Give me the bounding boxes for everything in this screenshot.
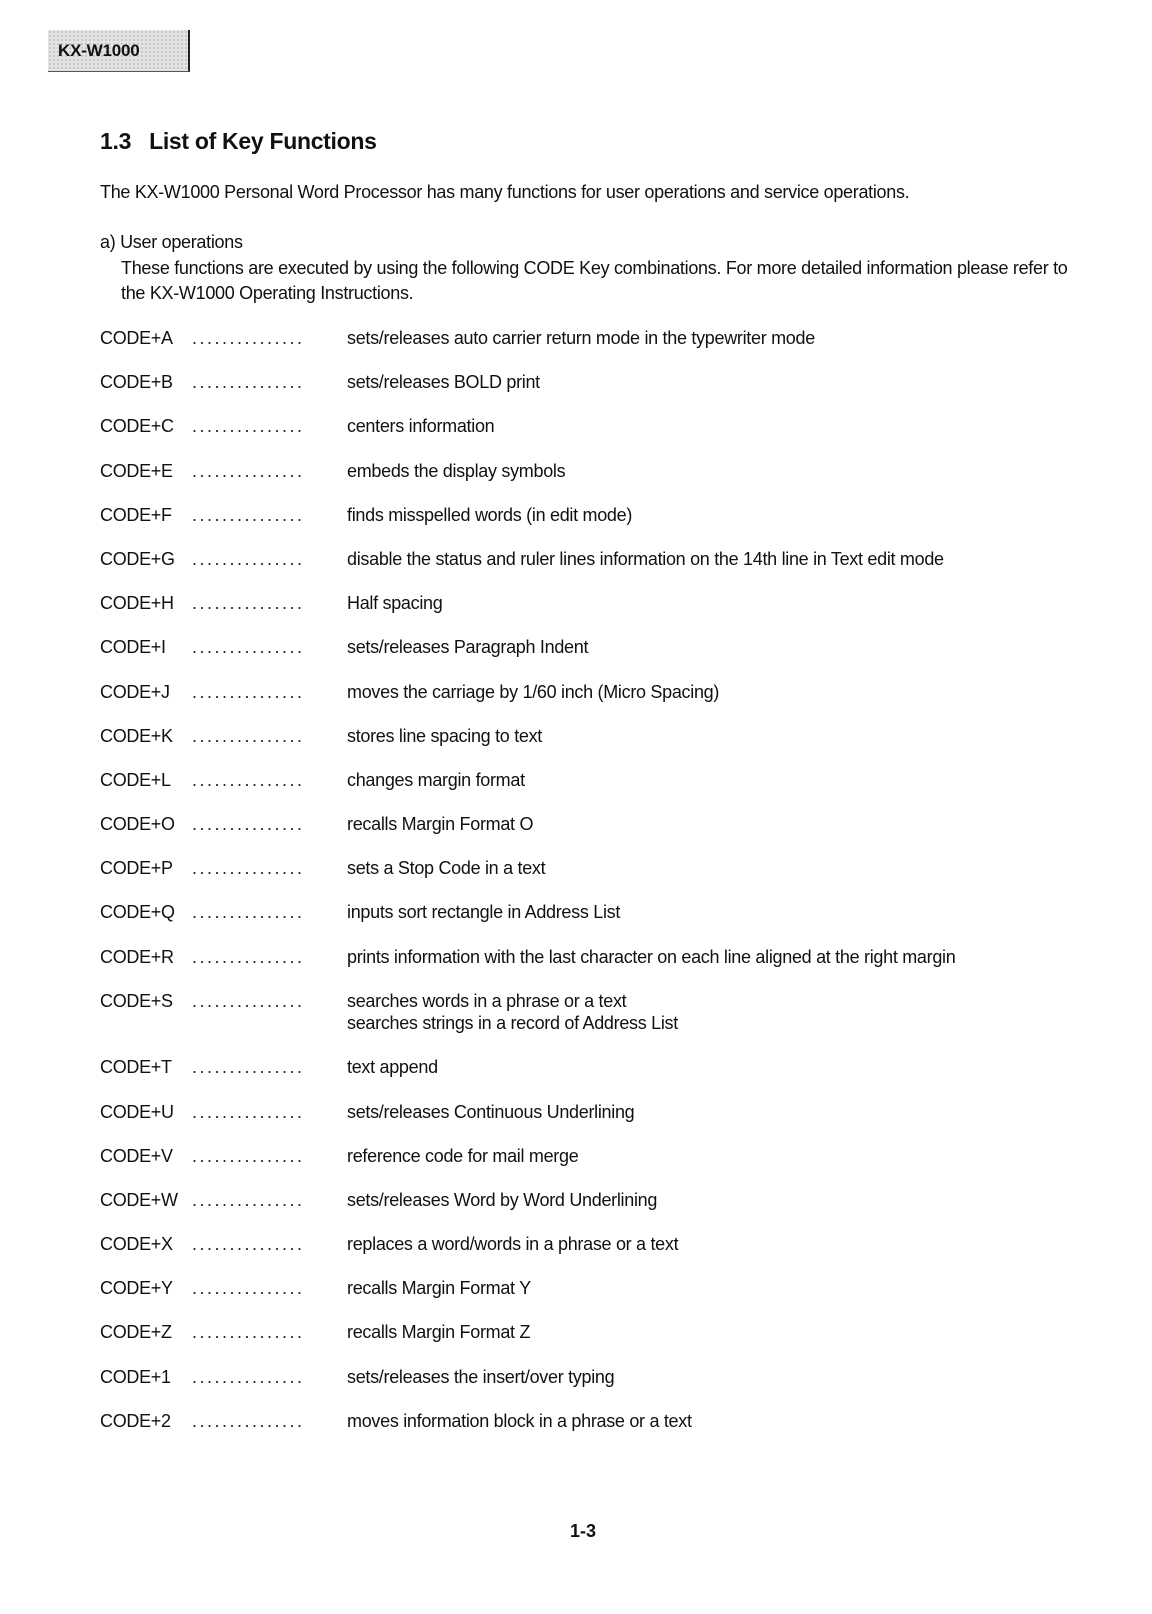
key-combination: CODE+V: [100, 1145, 173, 1166]
key-function-row: [100, 1277, 1100, 1321]
key-function-description: [347, 1145, 1100, 1167]
description-line: centers information: [347, 416, 495, 437]
leader-dots: ...............: [192, 1366, 305, 1387]
description-line: recalls Margin Format O: [347, 814, 534, 835]
key-function-description: [347, 857, 1100, 879]
key-combination: CODE+X: [100, 1234, 173, 1255]
key-function-row: [100, 327, 1100, 371]
leader-dots: ...............: [192, 1322, 305, 1343]
leader-dots: ...............: [192, 1410, 305, 1431]
leader-dots: ...............: [192, 1278, 305, 1299]
key-combination: CODE+O: [100, 814, 175, 835]
leader-dots: ...............: [192, 1101, 305, 1122]
key-function-row: [100, 725, 1100, 769]
key-function-row: [100, 901, 1100, 945]
key-function-description: [347, 681, 1100, 703]
key-combination: CODE+U: [100, 1101, 174, 1122]
key-combination: CODE+1: [100, 1366, 171, 1387]
key-combination: CODE+J: [100, 681, 170, 702]
key-function-row: [100, 504, 1100, 548]
description-line: sets/releases Word by Word Underlining: [347, 1189, 658, 1210]
key-combination: CODE+W: [100, 1189, 178, 1210]
description-line: moves information block in a phrase or a text: [347, 1410, 692, 1431]
description-line: finds misspelled words (in edit mode): [347, 504, 633, 525]
subsection-description: These functions are executed by using the following CODE Key combinations. For more detailed information please refer to the KX-W1000 Operating Instructions.: [121, 258, 1068, 303]
key-function-row: [100, 1366, 1100, 1410]
key-function-row: [100, 813, 1100, 857]
leader-dots: ...............: [192, 372, 305, 393]
key-combination: CODE+Z: [100, 1322, 172, 1343]
leader-dots: ...............: [192, 1145, 305, 1166]
key-combination: CODE+G: [100, 548, 175, 569]
description-line: sets/releases Paragraph Indent: [347, 637, 589, 658]
description-line: searches words in a phrase or a text: [347, 990, 627, 1011]
leader-dots: ...............: [192, 990, 305, 1011]
key-combination: CODE+F: [100, 504, 172, 525]
description-line: inputs sort rectangle in Address List: [347, 902, 621, 923]
leader-dots: ...............: [192, 328, 305, 348]
key-function-row: [100, 769, 1100, 813]
key-function-row: [100, 946, 1100, 990]
description-line: sets/releases auto carrier return mode in the typewriter mode: [347, 328, 815, 348]
description-line: sets/releases the insert/over typing: [347, 1366, 615, 1387]
key-function-row: [100, 990, 1100, 1057]
key-function-description: [347, 415, 1100, 437]
leader-dots: ...............: [192, 858, 305, 879]
key-function-row: [100, 460, 1100, 504]
key-function-row: [100, 681, 1100, 725]
key-combination: CODE+Y: [100, 1278, 173, 1299]
leader-dots: ...............: [192, 548, 305, 569]
leader-dots: ...............: [192, 637, 305, 658]
key-function-description: [347, 327, 1100, 349]
key-function-description: [347, 1277, 1100, 1299]
leader-dots: ...............: [192, 1057, 305, 1078]
key-function-row: [100, 1101, 1100, 1145]
leader-dots: ...............: [192, 902, 305, 923]
key-combination: CODE+B: [100, 372, 173, 393]
description-line: reference code for mail merge: [347, 1145, 579, 1166]
description-line: moves the carriage by 1/60 inch (Micro Spacing): [347, 681, 720, 702]
description-line: searches strings in a record of Address List: [347, 1012, 678, 1033]
description-line: disable the status and ruler lines information on the 14th line in Text edit mode: [347, 548, 944, 569]
key-function-description: [347, 592, 1100, 614]
key-function-description: [347, 1189, 1100, 1211]
description-line: sets a Stop Code in a text: [347, 858, 546, 879]
key-function-description: [347, 548, 1100, 570]
key-function-row: [100, 592, 1100, 636]
key-function-description: [347, 636, 1100, 658]
leader-dots: ...............: [192, 946, 305, 967]
section-number: 1.3: [100, 128, 132, 154]
leader-dots: ...............: [192, 725, 305, 746]
leader-dots: ...............: [192, 814, 305, 835]
description-line: sets/releases BOLD print: [347, 372, 540, 393]
key-function-description: [347, 901, 1100, 923]
key-function-description: [347, 813, 1100, 835]
leader-dots: ...............: [192, 1234, 305, 1255]
description-line: text append: [347, 1057, 438, 1078]
key-function-description: [347, 946, 1100, 968]
key-function-description: [347, 1101, 1100, 1123]
key-function-row: [100, 1233, 1100, 1277]
key-function-description: [347, 769, 1100, 791]
key-combination: CODE+K: [100, 725, 173, 746]
key-function-row: [100, 1189, 1100, 1233]
description-line: embeds the display symbols: [347, 460, 566, 481]
key-combination: CODE+A: [100, 328, 173, 348]
key-function-row: [100, 548, 1100, 592]
key-function-description: [347, 990, 1100, 1034]
leader-dots: ...............: [192, 416, 305, 437]
description-line: recalls Margin Format Z: [347, 1322, 531, 1343]
key-combination: CODE+T: [100, 1057, 172, 1078]
leader-dots: ...............: [192, 504, 305, 525]
key-combination: CODE+I: [100, 637, 166, 658]
key-function-row: [100, 1410, 1100, 1454]
key-function-description: [347, 725, 1100, 747]
key-combination: CODE+2: [100, 1410, 171, 1431]
key-function-row: [100, 857, 1100, 901]
key-function-row: [100, 636, 1100, 680]
key-function-description: [347, 504, 1100, 526]
key-combination: CODE+Q: [100, 902, 175, 923]
description-line: stores line spacing to text: [347, 725, 543, 746]
description-line: changes margin format: [347, 769, 525, 790]
key-function-description: [347, 1233, 1100, 1255]
description-line: replaces a word/words in a phrase or a text: [347, 1234, 679, 1255]
model-label-tab: [48, 30, 190, 72]
key-function-description: [347, 1321, 1100, 1343]
description-line: prints information with the last character on each line aligned at the right margin: [347, 946, 956, 967]
leader-dots: ...............: [192, 1189, 305, 1210]
key-combination: CODE+R: [100, 946, 174, 967]
intro-paragraph: The KX-W1000 Personal Word Processor has many functions for user operations and service operations.: [100, 182, 910, 202]
key-combination: CODE+L: [100, 769, 171, 790]
key-combination: CODE+P: [100, 858, 173, 879]
key-function-row: [100, 415, 1100, 459]
leader-dots: ...............: [192, 593, 305, 614]
subsection-heading: a) User operations: [100, 232, 243, 252]
key-combination: CODE+S: [100, 990, 173, 1011]
key-combination: CODE+C: [100, 416, 174, 437]
page-number: 1-3: [569, 1521, 596, 1541]
key-function-description: [347, 460, 1100, 482]
leader-dots: ...............: [192, 681, 305, 702]
section-title-text: List of Key Functions: [149, 128, 377, 154]
key-function-row: [100, 1056, 1100, 1100]
key-function-row: [100, 1321, 1100, 1365]
key-function-description: [347, 1410, 1100, 1432]
description-line: Half spacing: [347, 593, 443, 614]
description-line: recalls Margin Format Y: [347, 1278, 531, 1299]
model-label: KX-W1000: [58, 41, 140, 60]
key-function-description: [347, 371, 1100, 393]
leader-dots: ...............: [192, 460, 305, 481]
key-function-list: [100, 327, 1100, 1454]
key-combination: CODE+E: [100, 460, 173, 481]
leader-dots: ...............: [192, 769, 305, 790]
key-function-row: [100, 1145, 1100, 1189]
key-function-description: [347, 1366, 1100, 1388]
key-function-description: [347, 1056, 1100, 1078]
key-combination: CODE+H: [100, 593, 174, 614]
description-line: sets/releases Continuous Underlining: [347, 1101, 635, 1122]
key-function-row: [100, 371, 1100, 415]
section-title: [100, 128, 377, 155]
